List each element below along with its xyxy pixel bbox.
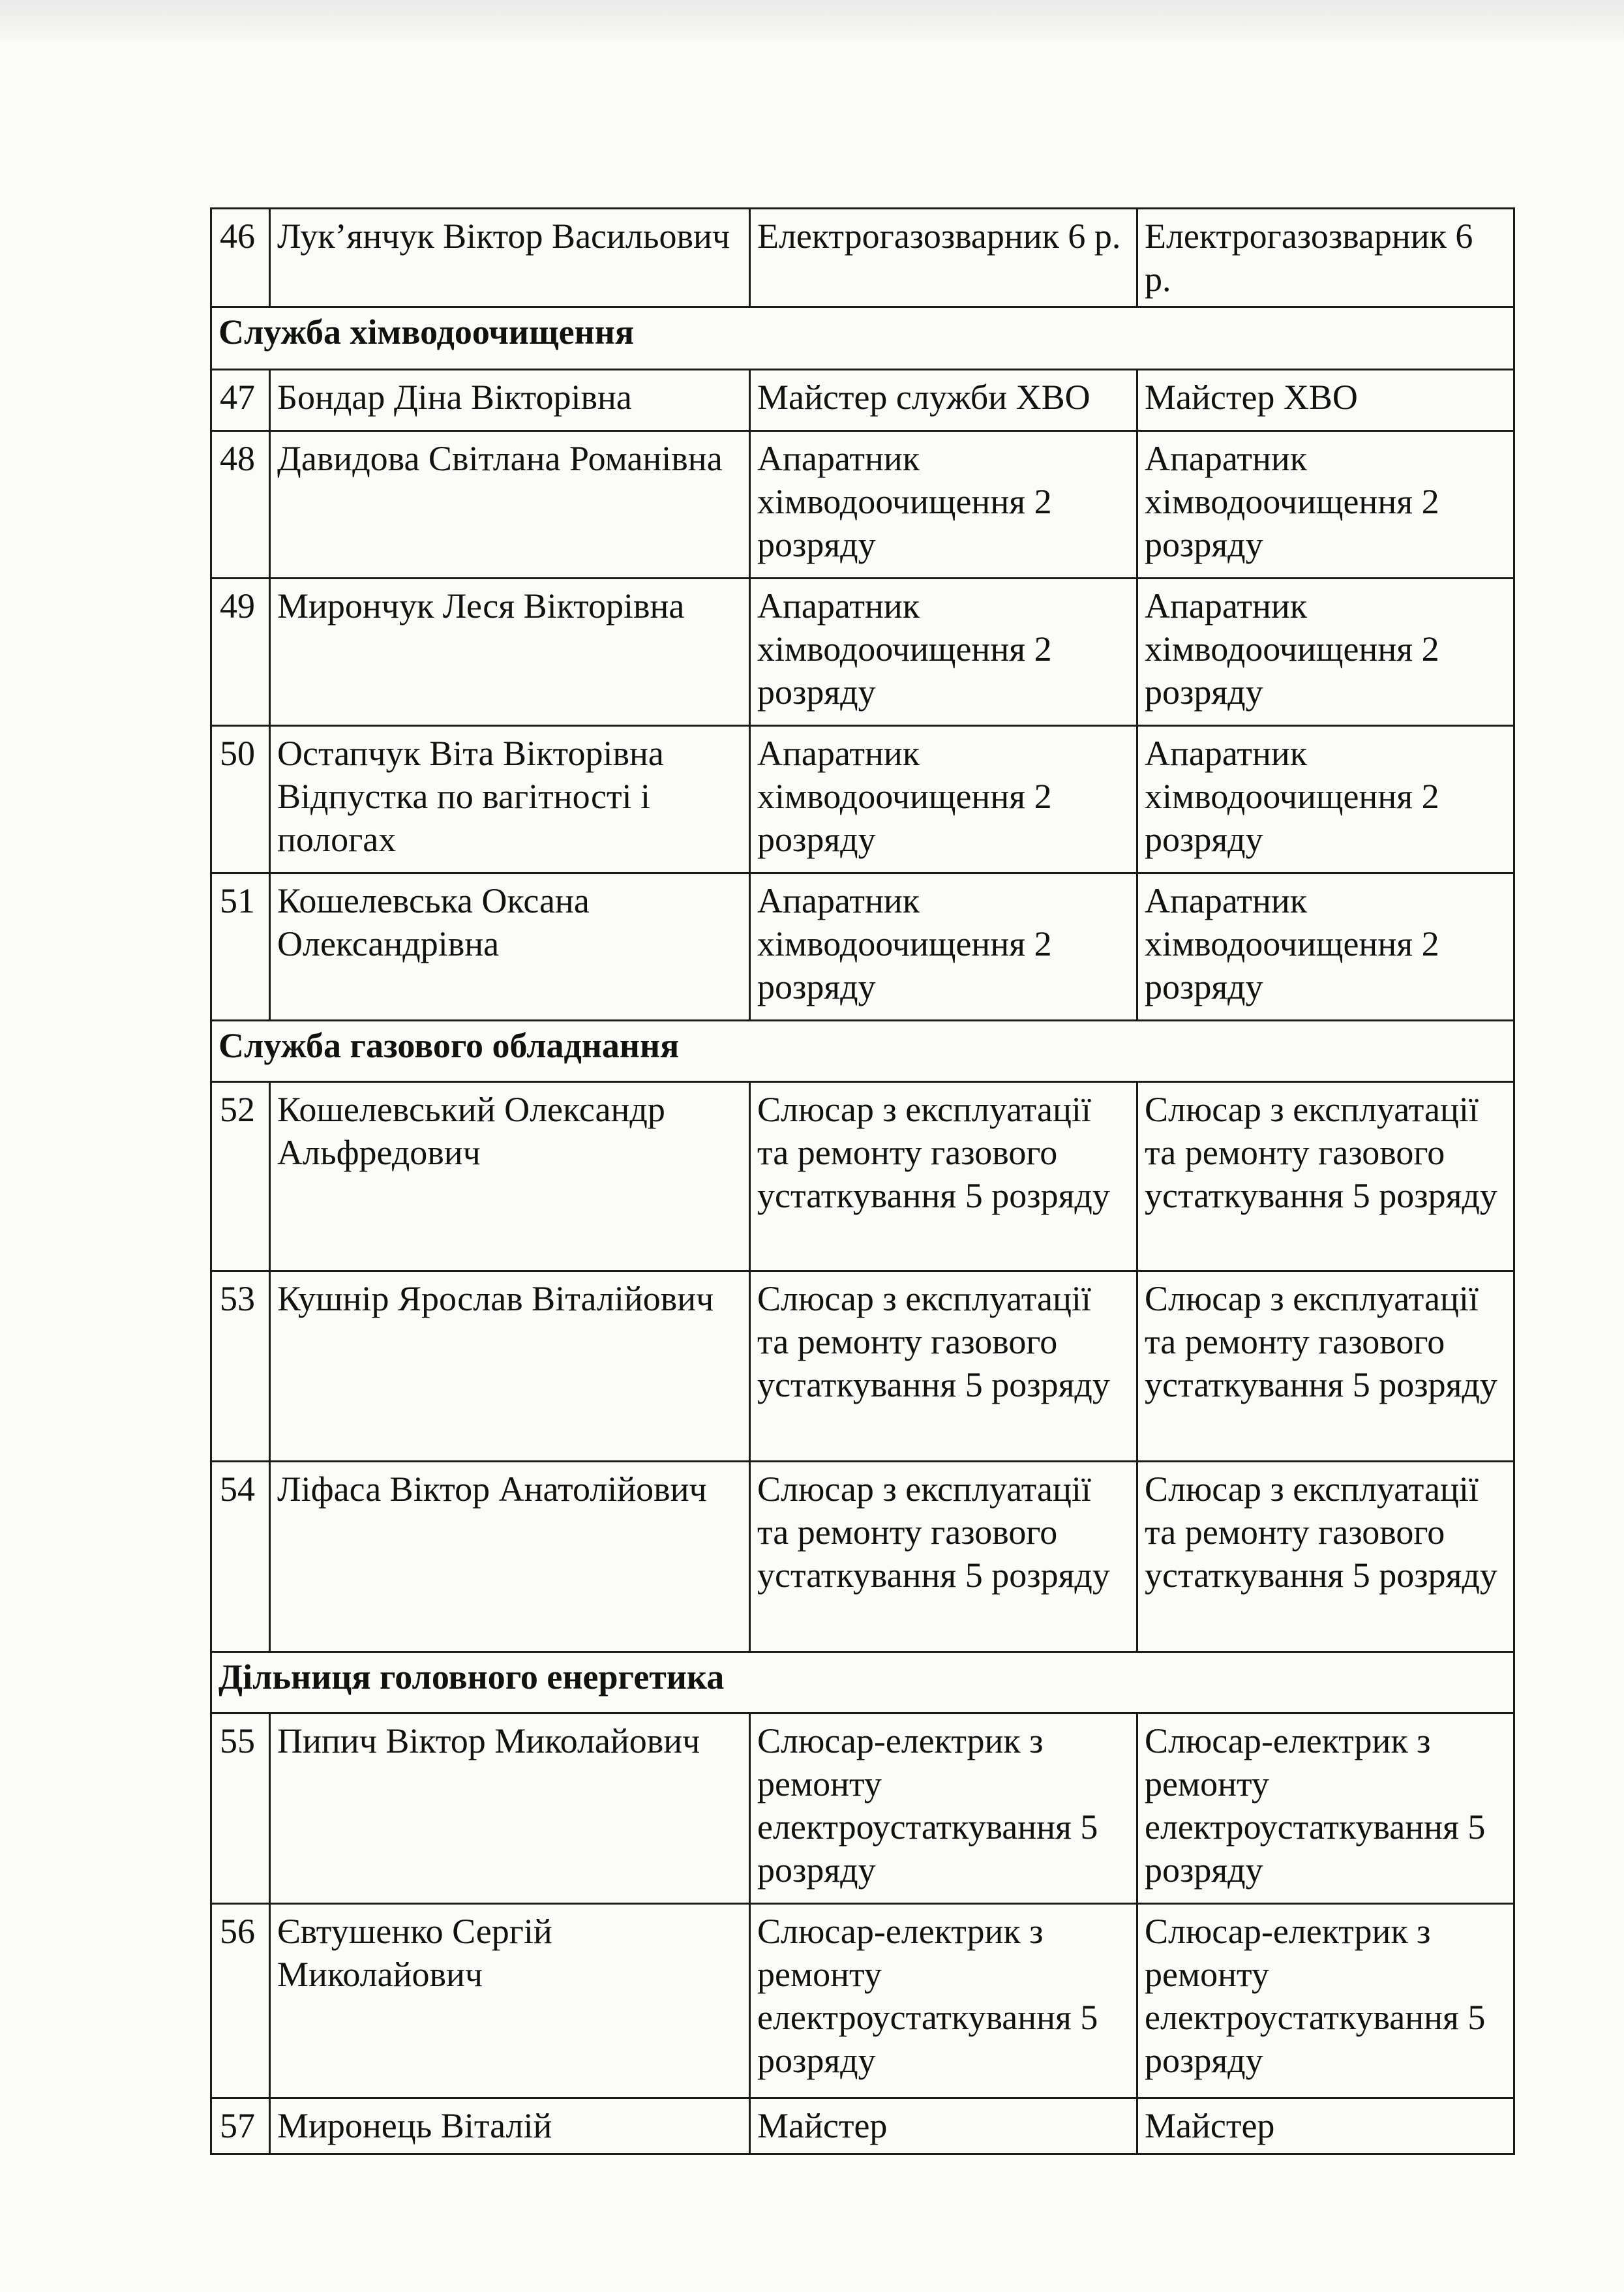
position-old: Слюсар з експлуатації та ремонту газового устаткування 5 розряду <box>750 1462 1137 1652</box>
position-old: Майстер служби ХВО <box>750 370 1137 431</box>
position-new: Апаратник хімводоочищення 2 розряду <box>1137 431 1514 579</box>
row-number: 54 <box>211 1462 270 1652</box>
row-number: 55 <box>211 1713 270 1904</box>
section-title: Служба хімводоочищення <box>211 307 1514 370</box>
position-old: Апаратник хімводоочищення 2 розряду <box>750 726 1137 873</box>
table-row <box>211 1082 1514 1271</box>
table-row <box>211 1271 1514 1462</box>
employee-name: Кушнір Ярослав Віталійович <box>270 1271 750 1462</box>
employee-name: Ліфаса Віктор Анатолійович <box>270 1462 750 1652</box>
employee-name: Мирончук Леся Вікторівна <box>270 579 750 726</box>
table-row <box>211 726 1514 873</box>
staff-table <box>210 207 1515 2155</box>
table-row <box>211 209 1514 307</box>
row-number: 53 <box>211 1271 270 1462</box>
table-row <box>211 431 1514 579</box>
position-old: Слюсар з експлуатації та ремонту газового устаткування 5 розряду <box>750 1271 1137 1462</box>
section-title: Дільниця головного енергетика <box>211 1652 1514 1713</box>
position-new: Апаратник хімводоочищення 2 розряду <box>1137 579 1514 726</box>
section-row <box>211 307 1514 370</box>
position-new: Слюсар з експлуатації та ремонту газового устаткування 5 розряду <box>1137 1462 1514 1652</box>
position-new: Слюсар з експлуатації та ремонту газового устаткування 5 розряду <box>1137 1271 1514 1462</box>
page-top-edge <box>0 0 1624 39</box>
employee-name: Лук’янчук Віктор Васильович <box>270 209 750 307</box>
employee-name: Євтушенко Сергій Миколайович <box>270 1904 750 2098</box>
row-number: 56 <box>211 1904 270 2098</box>
position-new: Слюсар-електрик з ремонту електроустаткування 5 розряду <box>1137 1904 1514 2098</box>
position-new: Електрогазозварник 6 р. <box>1137 209 1514 307</box>
row-number: 51 <box>211 873 270 1021</box>
section-row <box>211 1652 1514 1713</box>
position-old: Слюсар з експлуатації та ремонту газового устаткування 5 розряду <box>750 1082 1137 1271</box>
employee-name: Пипич Віктор Миколайович <box>270 1713 750 1904</box>
position-new: Майстер <box>1137 2098 1514 2154</box>
table-row <box>211 873 1514 1021</box>
row-number: 49 <box>211 579 270 726</box>
position-new: Слюсар з експлуатації та ремонту газового устаткування 5 розряду <box>1137 1082 1514 1271</box>
position-new: Апаратник хімводоочищення 2 розряду <box>1137 726 1514 873</box>
section-row <box>211 1021 1514 1082</box>
position-old: Слюсар-електрик з ремонту електроустаткування 5 розряду <box>750 1904 1137 2098</box>
position-old: Апаратник хімводоочищення 2 розряду <box>750 579 1137 726</box>
table-row <box>211 1462 1514 1652</box>
position-old: Слюсар-електрик з ремонту електроустаткування 5 розряду <box>750 1713 1137 1904</box>
position-old: Апаратник хімводоочищення 2 розряду <box>750 873 1137 1021</box>
employee-name: Бондар Діна Вікторівна <box>270 370 750 431</box>
employee-name: Остапчук Віта Вікторівна Відпустка по вагітності і пологах <box>270 726 750 873</box>
row-number: 50 <box>211 726 270 873</box>
row-number: 47 <box>211 370 270 431</box>
table-row <box>211 1904 1514 2098</box>
row-number: 46 <box>211 209 270 307</box>
section-title: Служба газового обладнання <box>211 1021 1514 1082</box>
table-row <box>211 370 1514 431</box>
employee-name: Миронець Віталій <box>270 2098 750 2154</box>
row-number: 57 <box>211 2098 270 2154</box>
row-number: 52 <box>211 1082 270 1271</box>
position-old: Електрогазозварник 6 р. <box>750 209 1137 307</box>
employee-name: Давидова Світлана Романівна <box>270 431 750 579</box>
position-new: Апаратник хімводоочищення 2 розряду <box>1137 873 1514 1021</box>
row-number: 48 <box>211 431 270 579</box>
table-row <box>211 1713 1514 1904</box>
position-new: Слюсар-електрик з ремонту електроустаткування 5 розряду <box>1137 1713 1514 1904</box>
position-new: Майстер ХВО <box>1137 370 1514 431</box>
employee-name: Кошелевська Оксана Олександрівна <box>270 873 750 1021</box>
employee-name: Кошелевський Олександр Альфредович <box>270 1082 750 1271</box>
position-old: Майстер <box>750 2098 1137 2154</box>
table-row <box>211 579 1514 726</box>
table-row <box>211 2098 1514 2154</box>
position-old: Апаратник хімводоочищення 2 розряду <box>750 431 1137 579</box>
